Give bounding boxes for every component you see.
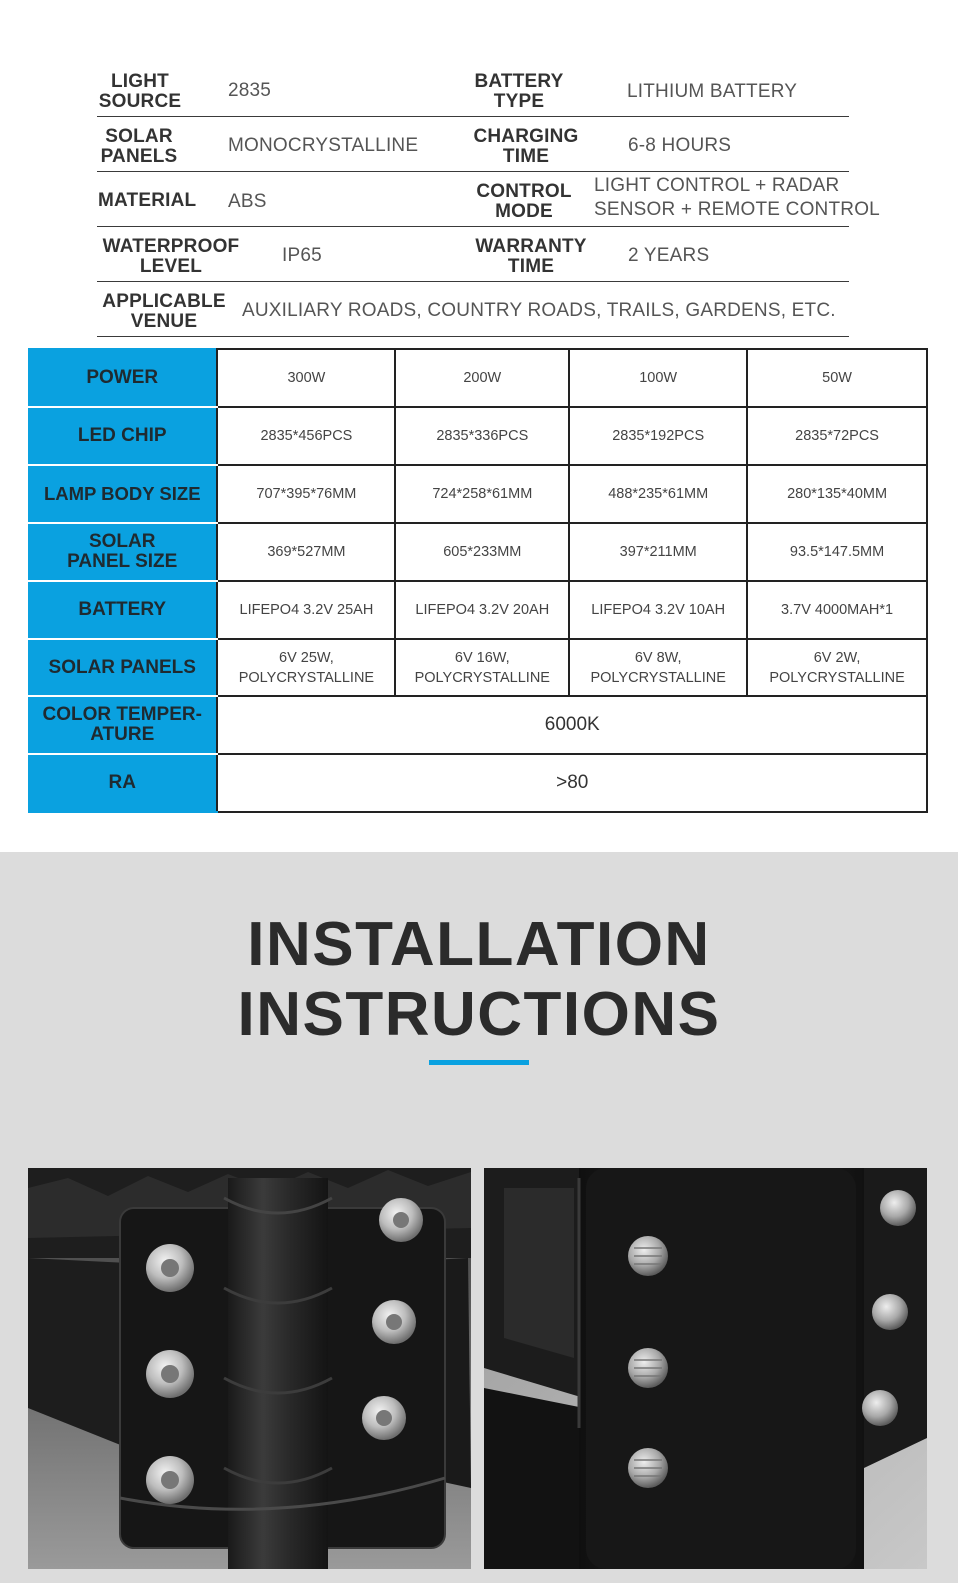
bracket-illustration bbox=[28, 1168, 471, 1569]
title-accent-bar bbox=[429, 1060, 529, 1065]
spec-label: LIGHT SOURCE bbox=[98, 71, 182, 112]
table-cell: LIFEPO4 3.2V 25AH bbox=[217, 581, 395, 639]
table-cell: LIFEPO4 3.2V 20AH bbox=[395, 581, 569, 639]
table-row bbox=[28, 696, 927, 754]
table-cell-merged: 6000K bbox=[217, 696, 927, 754]
spec-row bbox=[97, 62, 849, 117]
spec-row-venue bbox=[97, 282, 849, 337]
spec-label: WARRANTY TIME bbox=[475, 236, 587, 277]
row-header: BATTERY bbox=[28, 581, 217, 639]
table-cell-merged: >80 bbox=[217, 754, 927, 812]
spec-label: SOLAR PANELS bbox=[100, 126, 178, 167]
spec-row bbox=[97, 227, 849, 282]
table-cell: 2835*72PCS bbox=[747, 407, 927, 465]
section-title-line1: INSTALLATION bbox=[247, 910, 711, 979]
table-cell: 397*211MM bbox=[569, 523, 747, 581]
spec-row bbox=[97, 117, 849, 172]
spec-value: AUXILIARY ROADS, COUNTRY ROADS, TRAILS, GARDENS, ETC. bbox=[242, 300, 836, 321]
bracket-photo-front bbox=[28, 1168, 471, 1569]
table-row bbox=[28, 407, 927, 465]
table-row bbox=[28, 639, 927, 696]
table-cell: 605*233MM bbox=[395, 523, 569, 581]
spec-label: APPLICABLE VENUE bbox=[102, 291, 226, 332]
bracket-photo-side bbox=[484, 1168, 927, 1569]
table-cell: 724*258*61MM bbox=[395, 465, 569, 523]
table-cell: 300W bbox=[217, 349, 395, 407]
spec-value: LIGHT CONTROL + RADAR SENSOR + REMOTE CONTROL bbox=[594, 175, 880, 220]
table-row bbox=[28, 523, 927, 581]
row-header: SOLAR PANELS bbox=[28, 639, 217, 696]
spec-label: CHARGING TIME bbox=[473, 126, 579, 167]
table-row bbox=[28, 581, 927, 639]
spec-label: BATTERY TYPE bbox=[474, 71, 564, 112]
table-cell: 2835*192PCS bbox=[569, 407, 747, 465]
row-header: LED CHIP bbox=[28, 407, 217, 465]
spec-row bbox=[97, 172, 880, 227]
spec-label: WATERPROOF LEVEL bbox=[102, 236, 240, 277]
table-cell: 6V 16W, POLYCRYSTALLINE bbox=[395, 639, 569, 696]
table-cell: 6V 8W, POLYCRYSTALLINE bbox=[569, 639, 747, 696]
spec-label: CONTROL MODE bbox=[476, 181, 572, 222]
section-title-line2: INSTRUCTIONS bbox=[237, 980, 721, 1049]
table-row bbox=[28, 465, 927, 523]
table-cell: 6V 25W, POLYCRYSTALLINE bbox=[217, 639, 395, 696]
spec-value: LITHIUM BATTERY bbox=[627, 81, 798, 102]
spec-value: IP65 bbox=[282, 245, 322, 266]
row-header: RA bbox=[28, 754, 217, 812]
table-cell: 280*135*40MM bbox=[747, 465, 927, 523]
table-cell: 369*527MM bbox=[217, 523, 395, 581]
table-cell: 50W bbox=[747, 349, 927, 407]
table-cell: 488*235*61MM bbox=[569, 465, 747, 523]
table-cell: 100W bbox=[569, 349, 747, 407]
table-cell: 707*395*76MM bbox=[217, 465, 395, 523]
table-cell: 2835*456PCS bbox=[217, 407, 395, 465]
table-cell: 3.7V 4000MAH*1 bbox=[747, 581, 927, 639]
spec-value: ABS bbox=[228, 191, 267, 212]
table-cell: 6V 2W, POLYCRYSTALLINE bbox=[747, 639, 927, 696]
spec-value: 2 YEARS bbox=[628, 245, 710, 266]
spec-list bbox=[97, 62, 880, 337]
spec-table bbox=[28, 348, 928, 813]
spec-value: 2835 bbox=[228, 80, 272, 101]
spec-value: MONOCRYSTALLINE bbox=[228, 135, 419, 156]
row-header: LAMP BODY SIZE bbox=[28, 465, 217, 523]
table-cell: 2835*336PCS bbox=[395, 407, 569, 465]
bracket-illustration bbox=[484, 1168, 927, 1569]
table-cell: LIFEPO4 3.2V 10AH bbox=[569, 581, 747, 639]
row-header: POWER bbox=[28, 349, 217, 407]
installation-section bbox=[0, 852, 958, 1583]
table-row bbox=[28, 349, 927, 407]
spec-label: MATERIAL bbox=[98, 190, 197, 211]
row-header: SOLAR PANEL SIZE bbox=[28, 523, 217, 581]
spec-value: 6-8 HOURS bbox=[628, 135, 732, 156]
table-row bbox=[28, 754, 927, 812]
table-cell: 200W bbox=[395, 349, 569, 407]
table-cell: 93.5*147.5MM bbox=[747, 523, 927, 581]
row-header: COLOR TEMPER-ATURE bbox=[28, 696, 217, 754]
